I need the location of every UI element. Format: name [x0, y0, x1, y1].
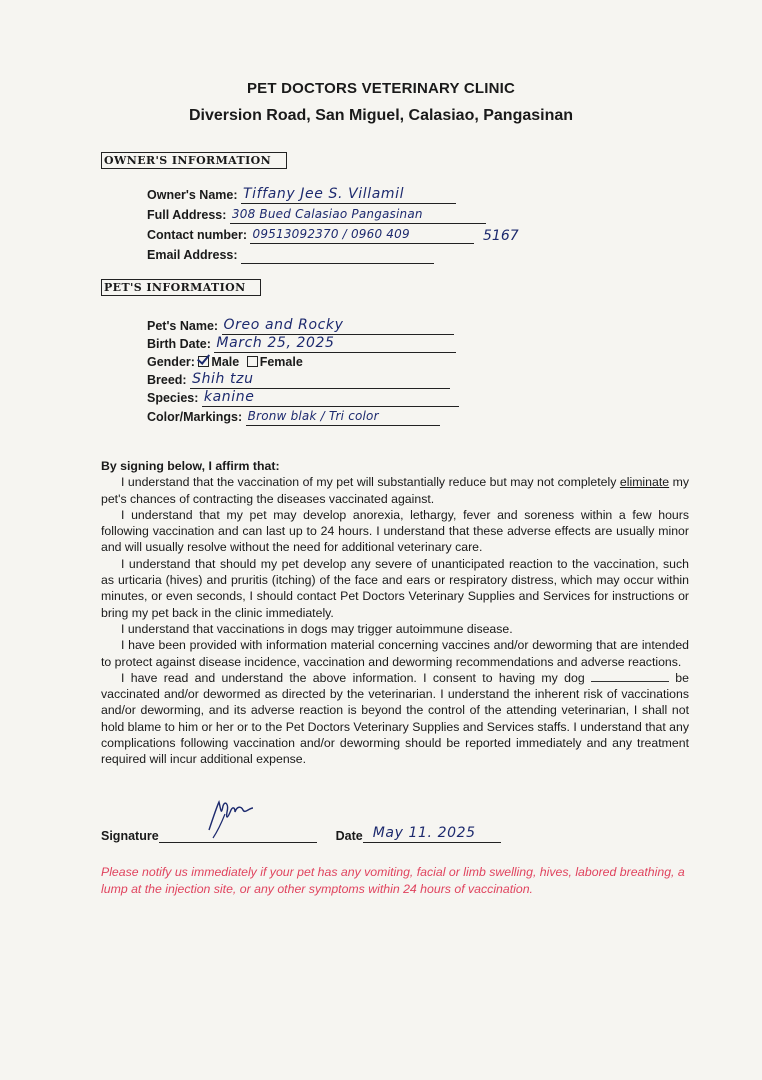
contact-extra-value: 5167	[483, 228, 519, 244]
owner-section-title: OWNER'S INFORMATION	[101, 152, 287, 169]
owner-name-field[interactable]	[241, 187, 456, 204]
signature-scribble	[203, 796, 263, 840]
signature-field[interactable]	[159, 828, 317, 843]
email-row	[147, 246, 434, 264]
owner-name-label: Owner's Name:	[147, 188, 238, 202]
birth-date-value: March 25, 2025	[216, 335, 335, 351]
species-field[interactable]	[202, 390, 459, 407]
species-row	[147, 389, 459, 407]
pet-name-value: Oreo and Rocky	[223, 317, 344, 333]
contact-value: 09513092370 / 0960 409	[252, 227, 410, 241]
birth-date-label: Birth Date:	[147, 337, 211, 351]
clinic-name: PET DOCTORS VETERINARY CLINIC	[246, 80, 516, 97]
date-label: Date	[335, 829, 363, 843]
affirmation-p3: I understand that should my pet develop any severe of unanticipated reaction to the vaccination, such as urticaria (hives) and pruritis (itching) of the face and ears or respiratory distress, which may occur within minutes, or even seconds, I should contact Pet Doctors Veterinary Supplies and Services for instructions or bring my pet back in the clinic immediately.	[101, 556, 689, 620]
color-field[interactable]	[246, 409, 440, 426]
address-value: 308 Bued Calasiao Pangasinan	[231, 207, 423, 221]
gender-row	[147, 353, 303, 371]
breed-field[interactable]	[190, 372, 450, 389]
affirmation-p1: I understand that the vaccination of my pet will substantially reduce but may not completely eliminate my pet's chances of contracting the diseases vaccinated against.	[101, 475, 690, 506]
affirmation-p6: I have read and understand the above information. I consent to having my dog be vaccinated and/or dewormed as directed by the veterinarian. I understand the inherent risk of vaccinations and/or deworming, and its adverse reaction is beyond the control of the attending veterinarian, I shall not hold blame to him or her or to the Pet Doctors Veterinary Supplies and Services staffs. I understand that any complications following vaccination and/or deworming should be reported immediately and any treatment required will incur additional expense.	[101, 670, 689, 767]
color-label: Color/Markings:	[147, 410, 243, 424]
owner-name-row	[147, 186, 456, 204]
pet-name-field[interactable]	[222, 318, 454, 335]
date-field[interactable]	[363, 825, 501, 843]
affirmation-p5: I have been provided with information material concerning vaccines and/or deworming that are intended to protect against disease incidence, vaccination and deworming recommendations and adverse reactions.	[101, 638, 689, 669]
species-label: Species:	[147, 391, 199, 405]
affirmation-text	[101, 458, 689, 768]
breed-row	[147, 371, 450, 389]
address-label: Full Address:	[147, 208, 227, 222]
contact-field[interactable]	[250, 227, 474, 244]
affirmation-lead: By signing below, I affirm that:	[101, 459, 280, 473]
date-value: May 11. 2025	[372, 825, 476, 841]
pet-section-title: PET'S INFORMATION	[101, 279, 261, 296]
pet-name-row	[147, 317, 454, 335]
signature-label: Signature	[101, 829, 159, 843]
female-label: Female	[259, 355, 303, 369]
color-value: Bronw blak / Tri color	[247, 409, 379, 423]
address-row	[147, 206, 486, 224]
owner-name-value: Tiffany Jee S. Villamil	[243, 186, 405, 202]
email-label: Email Address:	[147, 248, 238, 262]
dog-name-blank[interactable]	[591, 670, 669, 682]
clinic-address: Diversion Road, San Miguel, Calasiao, Pangasinan	[188, 107, 574, 124]
birth-date-row	[147, 335, 456, 353]
female-checkbox[interactable]	[247, 356, 258, 367]
form-header	[0, 76, 762, 125]
email-field[interactable]	[241, 247, 434, 264]
species-value: kanine	[203, 389, 255, 405]
color-row	[147, 408, 440, 426]
address-field[interactable]	[230, 207, 486, 224]
birth-date-field[interactable]	[214, 336, 456, 353]
male-label: Male	[211, 355, 240, 369]
breed-value: Shih tzu	[192, 371, 254, 387]
contact-row	[147, 226, 474, 244]
affirmation-p2: I understand that my pet may develop anorexia, lethargy, fever and soreness within a few hours following vaccination and can last up to 24 hours. I understand that these adverse effects are usually minor and will usually resolve without the need for additional veterinary care.	[101, 507, 689, 555]
post-vaccination-notice: Please notify us immediately if your pet has any vomiting, facial or limb swelling, hives, labored breathing, a lump at the injection site, or any other symptoms within 24 hours of vaccination.	[101, 865, 685, 896]
gender-label: Gender:	[147, 355, 195, 369]
male-checkbox[interactable]	[198, 356, 209, 367]
signature-row	[101, 825, 501, 843]
breed-label: Breed:	[147, 373, 187, 387]
pet-name-label: Pet's Name:	[147, 319, 219, 333]
contact-label: Contact number:	[147, 228, 247, 242]
affirmation-p4: I understand that vaccinations in dogs may trigger autoimmune disease.	[121, 621, 513, 636]
